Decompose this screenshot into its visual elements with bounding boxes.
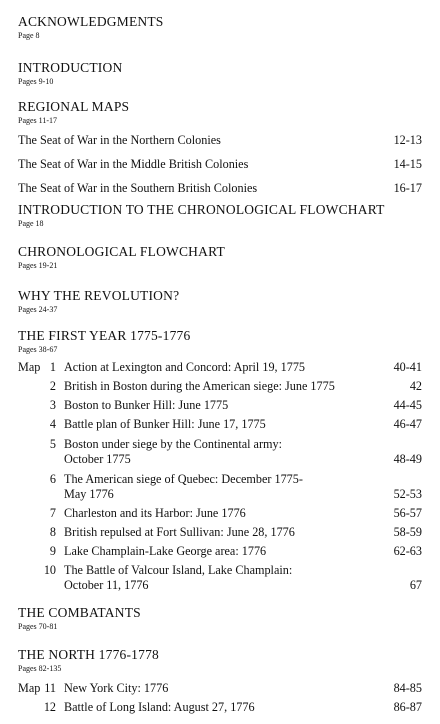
- entry-page: 12-13: [393, 133, 422, 147]
- section-pages-combatants: Pages 70-81: [18, 622, 58, 631]
- map-number: 6: [49, 472, 56, 486]
- map-number: 1: [49, 360, 56, 374]
- section-title-flowchart-intro: INTRODUCTION TO THE CHRONOLOGICAL FLOWCHART: [18, 202, 385, 217]
- map-number: 12: [43, 700, 56, 714]
- entry-title: The Seat of War in the Middle British Colonies: [18, 157, 249, 171]
- map-page: 67: [409, 578, 422, 592]
- map-number: 4: [49, 417, 56, 431]
- map-title: Battle of Long Island: August 27, 1776: [64, 700, 255, 714]
- map-title: British repulsed at Fort Sullivan: June 28, 1776: [64, 525, 295, 539]
- entry-title: The Seat of War in the Southern British Colonies: [18, 181, 258, 195]
- map-title-continued: May 1776: [64, 487, 114, 501]
- section-pages-acknowledgments: Page 8: [18, 31, 40, 40]
- map-title: The Battle of Valcour Island, Lake Champlain:: [64, 563, 293, 577]
- entry-title: The Seat of War in the Northern Colonies: [18, 133, 221, 147]
- section-title-first-year: THE FIRST YEAR 1775-1776: [18, 328, 191, 343]
- map-number: 7: [49, 506, 56, 520]
- map-number: 11: [44, 681, 56, 695]
- map-page: 44-45: [393, 398, 422, 412]
- section-title-combatants: THE COMBATANTS: [18, 605, 141, 620]
- map-number: 8: [49, 525, 56, 539]
- map-title-continued: October 1775: [64, 452, 131, 466]
- section-pages-flowchart-intro: Page 18: [18, 219, 44, 228]
- map-page: 48-49: [393, 452, 422, 466]
- map-number: 5: [49, 437, 56, 451]
- section-pages-north: Pages 82-135: [18, 664, 62, 673]
- map-label: Map: [18, 360, 41, 374]
- section-title-why-revolution: WHY THE REVOLUTION?: [18, 288, 180, 303]
- section-pages-regional-maps: Pages 11-17: [18, 116, 58, 125]
- section-title-introduction: INTRODUCTION: [18, 60, 123, 75]
- section-pages-first-year: Pages 38-67: [18, 345, 58, 354]
- map-title: The American siege of Quebec: December 1775-: [64, 472, 303, 486]
- map-page: 58-59: [393, 525, 422, 539]
- section-title-regional-maps: REGIONAL MAPS: [18, 99, 130, 114]
- entry-page: 14-15: [393, 157, 422, 171]
- map-page: 40-41: [393, 360, 422, 374]
- map-title: British in Boston during the American siege: June 1775: [64, 379, 335, 393]
- map-title: Action at Lexington and Concord: April 19, 1775: [64, 360, 306, 374]
- map-title: New York City: 1776: [64, 681, 169, 695]
- map-number: 9: [49, 544, 56, 558]
- section-pages-flowchart: Pages 19-21: [18, 261, 58, 270]
- map-page: 62-63: [393, 544, 422, 558]
- map-page: 56-57: [393, 506, 422, 520]
- map-page: 46-47: [393, 417, 422, 431]
- entry-page: 16-17: [393, 181, 422, 195]
- map-title: Lake Champlain-Lake George area: 1776: [64, 544, 267, 558]
- map-label: Map: [18, 681, 41, 695]
- section-pages-introduction: Pages 9-10: [18, 77, 54, 86]
- map-number: 10: [43, 563, 56, 577]
- map-page: 86-87: [393, 700, 422, 714]
- map-page: 42: [409, 379, 422, 393]
- section-pages-why-revolution: Pages 24-37: [18, 305, 58, 314]
- map-page: 52-53: [393, 487, 422, 501]
- map-number: 3: [49, 398, 56, 412]
- map-title: Boston under siege by the Continental army:: [64, 437, 282, 451]
- section-title-acknowledgments: ACKNOWLEDGMENTS: [18, 14, 164, 29]
- map-title: Battle plan of Bunker Hill: June 17, 1775: [64, 417, 266, 431]
- section-title-flowchart: CHRONOLOGICAL FLOWCHART: [18, 244, 225, 259]
- map-title: Charleston and its Harbor: June 1776: [64, 506, 246, 520]
- section-title-north: THE NORTH 1776-1778: [18, 647, 159, 662]
- map-title: Boston to Bunker Hill: June 1775: [64, 398, 229, 412]
- map-title-continued: October 11, 1776: [64, 578, 149, 592]
- map-page: 84-85: [393, 681, 422, 695]
- map-number: 2: [49, 379, 56, 393]
